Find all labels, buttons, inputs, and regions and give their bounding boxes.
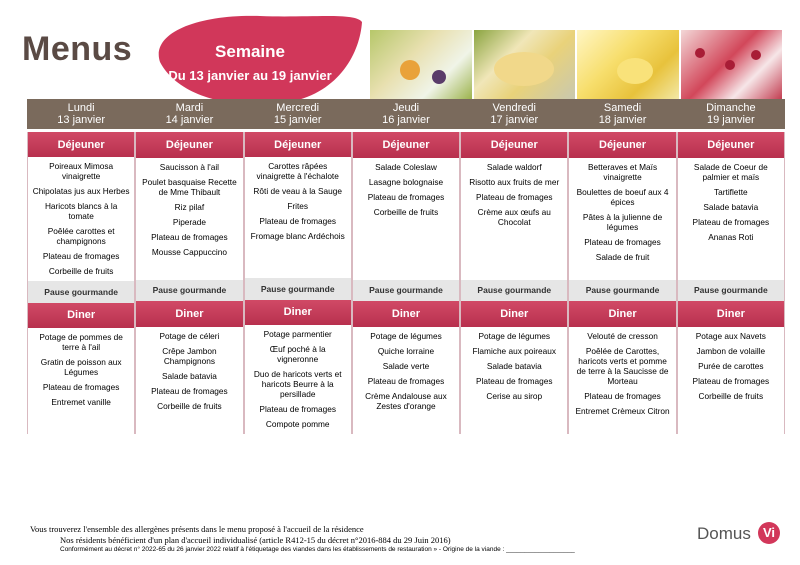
allergen-notice: Vous trouverez l'ensemble des allergènes présents dans le menu proposé à l'accueil de la résidence bbox=[30, 524, 364, 534]
lunch-header: Déjeuner bbox=[136, 132, 242, 158]
dinner-header: Diner bbox=[353, 301, 459, 327]
menu-item: Pâtes à la julienne de légumes bbox=[582, 211, 663, 232]
days-header-bar bbox=[27, 99, 785, 129]
menu-item: Œuf poché à la vigneronne bbox=[269, 344, 326, 364]
menu-item: Potage aux Navets bbox=[695, 330, 766, 341]
menu-item: Rôti de veau à la Sauge bbox=[253, 186, 342, 197]
menu-item: Saucisson à l'ail bbox=[159, 161, 220, 172]
dinner-header: Diner bbox=[461, 301, 567, 327]
lunch-items bbox=[461, 158, 567, 280]
dinner-header: Diner bbox=[28, 303, 134, 328]
menu-item: Poêlée de Carottes, haricots verts et pomme de terre à la Saucisse de Morteau bbox=[576, 345, 669, 386]
menu-item: Crêpe Jambon Champignons bbox=[162, 345, 217, 366]
menu-item: Poulet basquaise Recette de Mme Thibault bbox=[142, 176, 237, 197]
menu-item: Plateau de fromages bbox=[259, 216, 336, 227]
dinner-items bbox=[461, 327, 567, 434]
menu-item: Salade batavia bbox=[161, 370, 217, 381]
menu-item: Betteraves et Maïs vinaigrette bbox=[587, 161, 658, 182]
menu-item: Plateau de fromages bbox=[42, 251, 120, 262]
day-column bbox=[460, 132, 568, 434]
menu-item: Compote pomme bbox=[265, 419, 330, 429]
menu-item: Carottes râpées vinaigrette à l'échalote bbox=[256, 161, 339, 182]
menu-item: Plateau de fromages bbox=[475, 375, 553, 386]
pause-gourmande: Pause gourmande bbox=[28, 281, 134, 302]
day-column bbox=[352, 132, 460, 434]
menu-item: Potage de pommes de terre à l'ail bbox=[39, 331, 123, 352]
lunch-header: Déjeuner bbox=[569, 132, 675, 158]
lunch-items bbox=[678, 158, 784, 280]
menu-item: Quiche lorraine bbox=[377, 345, 435, 356]
menu-item: Poireaux Mimosa vinaigrette bbox=[49, 161, 114, 182]
menu-item: Haricots blancs à la tomate bbox=[44, 201, 118, 222]
lunch-items bbox=[136, 158, 242, 280]
lunch-header: Déjeuner bbox=[353, 132, 459, 158]
menu-item: Potage de céleri bbox=[159, 330, 220, 341]
menu-item: Plateau de fromages bbox=[259, 404, 336, 414]
pause-gourmande: Pause gourmande bbox=[569, 280, 675, 302]
menu-item: Mousse Cappuccino bbox=[151, 246, 228, 257]
menu-item: Plateau de fromages bbox=[584, 390, 661, 401]
lunch-header: Déjeuner bbox=[678, 132, 784, 158]
menu-item: Poêlée carottes et champignons bbox=[47, 226, 115, 247]
day-column bbox=[135, 132, 243, 434]
menu-item: Corbeille de fruits bbox=[698, 390, 764, 401]
menu-item: Crème Andalouse aux Zestes d'orange bbox=[365, 390, 447, 411]
domusvi-logo-text: Domus bbox=[697, 524, 751, 543]
food-photo-strip bbox=[370, 30, 782, 100]
berry-cake-photo bbox=[681, 30, 783, 100]
menu-item: Frites bbox=[287, 201, 309, 212]
menu-item: Fromage blanc Ardéchois bbox=[250, 231, 345, 242]
menu-item: Cerise au sirop bbox=[486, 390, 543, 401]
menu-item: Salade de fruit bbox=[595, 251, 650, 262]
dinner-items bbox=[28, 328, 134, 434]
menu-item: Plateau de fromages bbox=[692, 216, 770, 227]
day-header-jeudi: Jeudi 16 janvier bbox=[382, 102, 430, 126]
day-header-mercredi: Mercredi 15 janvier bbox=[273, 102, 322, 126]
menu-item: Plateau de fromages bbox=[42, 381, 120, 392]
lunch-items bbox=[569, 158, 675, 280]
dessert-glass-photo bbox=[370, 30, 472, 100]
lunch-items bbox=[353, 158, 459, 280]
dinner-items bbox=[245, 325, 351, 434]
day-column bbox=[677, 132, 785, 434]
dinner-items bbox=[678, 327, 784, 434]
lunch-items bbox=[28, 157, 134, 281]
menu-item: Corbeille de fruits bbox=[157, 400, 222, 411]
menu-item: Potage parmentier bbox=[263, 329, 332, 339]
menu-item: Plateau de fromages bbox=[367, 191, 445, 202]
week-date-range: Du 13 janvier au 19 janvier bbox=[168, 68, 332, 83]
menu-item: Gratin de poisson aux Légumes bbox=[40, 356, 122, 377]
menu-item: Plateau de fromages bbox=[367, 375, 445, 386]
menu-item: Flamiche aux poireaux bbox=[472, 345, 556, 356]
menu-item: Purée de carottes bbox=[698, 360, 764, 371]
menu-item: Salade batavia bbox=[703, 201, 759, 212]
menu-item: Chipolatas jus aux Herbes bbox=[32, 186, 130, 197]
menu-item: Boulettes de boeuf aux 4 épices bbox=[576, 186, 669, 207]
menu-item: Velouté de cresson bbox=[587, 330, 658, 341]
menu-item: Plateau de fromages bbox=[584, 236, 661, 247]
meat-origin-notice: Conformément au décret n° 2022-65 du 26 janvier 2022 relatif à l'étiquetage des viandes dans les établissements de restauration » - Origine de la viande : ___________________ bbox=[60, 546, 575, 553]
menu-item: Corbeille de fruits bbox=[48, 266, 114, 277]
pause-gourmande: Pause gourmande bbox=[136, 280, 242, 302]
menu-item: Salade verte bbox=[382, 360, 430, 371]
pause-gourmande: Pause gourmande bbox=[461, 280, 567, 302]
menu-item: Riz pilaf bbox=[174, 201, 205, 212]
menu-item: Crème aux œufs au Chocolat bbox=[477, 206, 551, 227]
menu-item: Salade Coleslaw bbox=[375, 161, 437, 172]
day-header-dimanche: Dimanche 19 janvier bbox=[706, 102, 756, 126]
page-title: Menus bbox=[22, 30, 133, 68]
cheese-photo bbox=[577, 30, 679, 100]
individual-plan-notice: Nos résidents bénéficient d'un plan d'accueil individualisé (article R412-15 du décret n°2016-884 du 29 Juin 2016) bbox=[60, 535, 451, 545]
menu-item: Potage de légumes bbox=[478, 330, 551, 341]
week-label: Semaine bbox=[215, 42, 285, 61]
menu-item: Salade batavia bbox=[486, 360, 542, 371]
lunch-header: Déjeuner bbox=[245, 132, 351, 157]
domusvi-logo-icon: Vi bbox=[758, 522, 780, 544]
lunch-header: Déjeuner bbox=[28, 132, 134, 157]
pause-gourmande: Pause gourmande bbox=[678, 280, 784, 302]
dinner-items bbox=[136, 327, 242, 434]
dinner-header: Diner bbox=[678, 301, 784, 327]
week-banner bbox=[150, 42, 350, 83]
menu-item: Plateau de fromages bbox=[475, 191, 553, 202]
menu-item: Salade de Coeur de palmier et maïs bbox=[693, 161, 768, 182]
day-header-vendredi: Vendredi 17 janvier bbox=[490, 102, 539, 126]
menu-item: Risotto aux fruits de mer bbox=[469, 176, 560, 187]
menu-item: Ananas Roti bbox=[708, 231, 754, 242]
menu-item: Jambon de volaille bbox=[696, 345, 766, 356]
menu-item: Potage de légumes bbox=[370, 330, 442, 341]
menu-item: Plateau de fromages bbox=[692, 375, 770, 386]
dinner-items bbox=[569, 327, 675, 434]
menu-item: Piperade bbox=[172, 216, 207, 227]
day-column bbox=[27, 132, 135, 434]
lunch-items bbox=[245, 157, 351, 278]
menu-item: Duo de haricots verts et haricots Beurre à la persillade bbox=[253, 369, 342, 399]
day-column bbox=[568, 132, 676, 434]
menu-item: Plateau de fromages bbox=[151, 231, 228, 242]
pause-gourmande: Pause gourmande bbox=[245, 278, 351, 299]
dinner-header: Diner bbox=[136, 301, 242, 327]
lunch-header: Déjeuner bbox=[461, 132, 567, 158]
day-header-lundi: Lundi 13 janvier bbox=[57, 102, 105, 126]
menu-grid bbox=[27, 132, 785, 434]
day-column bbox=[244, 132, 352, 434]
menu-item: Entremet Crèmeux Citron bbox=[575, 405, 670, 416]
dinner-header: Diner bbox=[245, 300, 351, 325]
dinner-items bbox=[353, 327, 459, 434]
dinner-header: Diner bbox=[569, 301, 675, 327]
menu-item: Plateau de fromages bbox=[151, 385, 228, 396]
menu-item: Entremet vanille bbox=[51, 396, 111, 407]
pasta-plate-photo bbox=[474, 30, 576, 100]
day-header-mardi: Mardi 14 janvier bbox=[165, 102, 214, 126]
menu-item: Lasagne bolognaise bbox=[368, 176, 444, 187]
menu-item: Salade waldorf bbox=[486, 161, 542, 172]
day-header-samedi: Samedi 18 janvier bbox=[598, 102, 647, 126]
menu-item: Tartiflette bbox=[713, 186, 748, 197]
pause-gourmande: Pause gourmande bbox=[353, 280, 459, 302]
menu-item: Corbeille de fruits bbox=[373, 206, 439, 217]
